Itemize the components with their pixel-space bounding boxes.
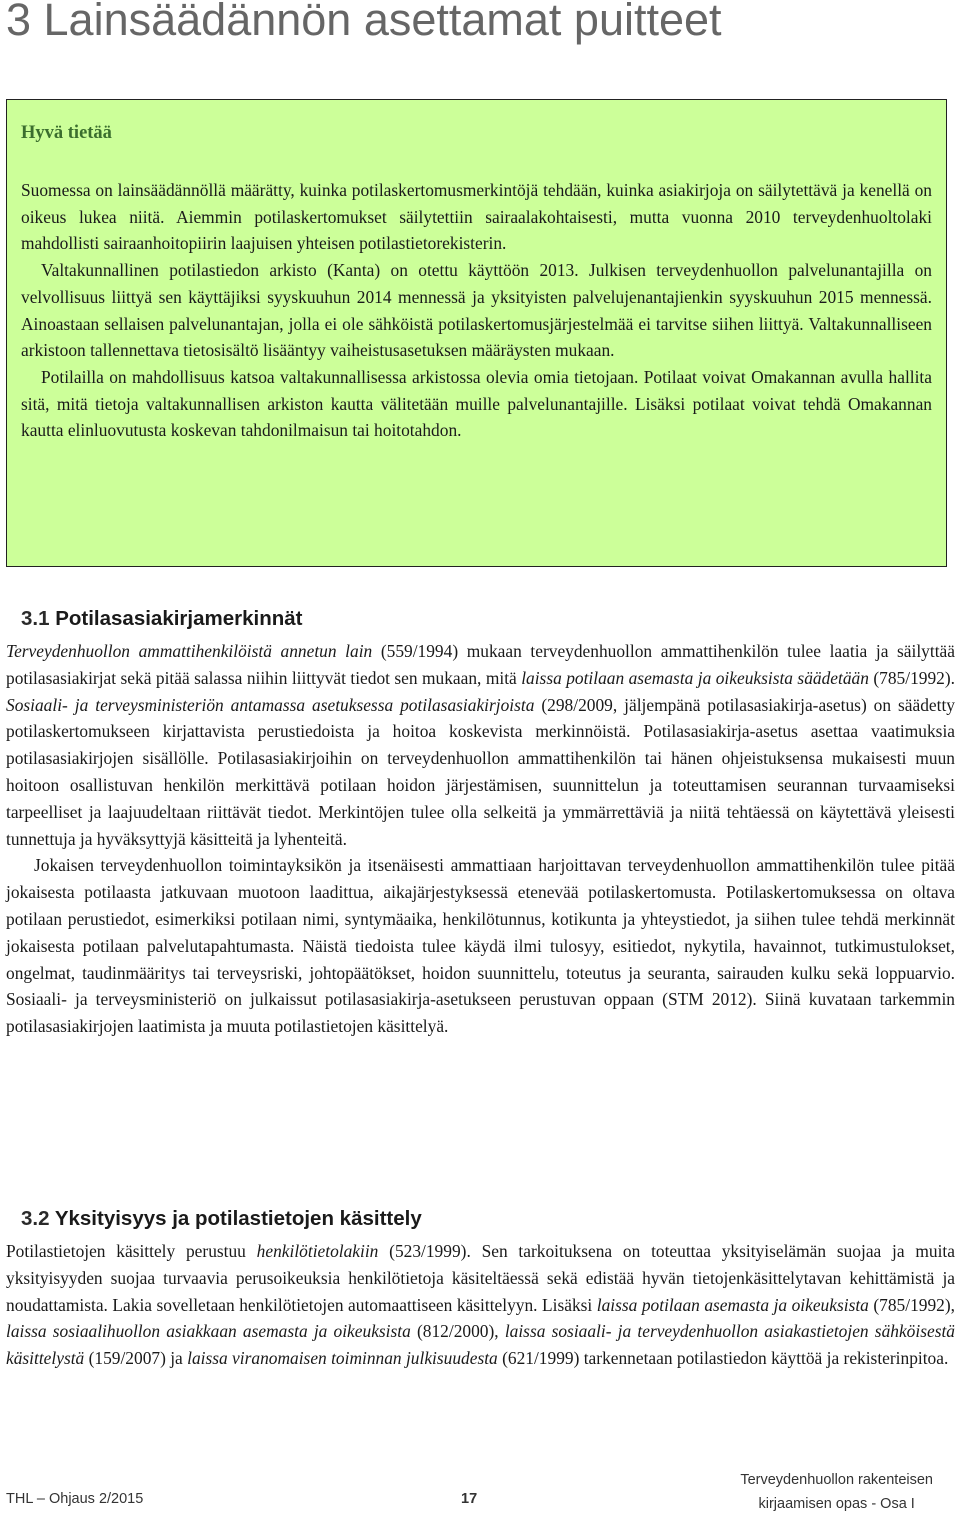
- body-paragraph: [6, 1238, 955, 1372]
- page-footer: [0, 1462, 960, 1511]
- info-box-paragraph: Suomessa on lainsäädännöllä määrätty, kuinka potilaskertomusmerkintöjä tehdään, kuinka asiakirjoja on säilytettävä ja kenellä on oikeus lukea niitä. Aiemmin potilaskertomukset säilytettiin sairaalakohtaisesti, mutta vuonna 2010 terveydenhuoltolaki mahdollisti sairaanhoitopiirin laajuisen yhteisen potilastietorekisterin.: [21, 180, 932, 254]
- info-box-paragraph: Valtakunnallinen potilastiedon arkisto (Kanta) on otettu käyttöön 2013. Julkisen terveydenhuollon palvelunantajilla on velvollisuus liittyä sen käyttäjiksi syyskuuhun 2014 mennessä ja yksityisten palvelujenantajienkin syyskuuhun 2015 mennessä. Ainoastaan sellaisen palvelunantajan, jolla ei ole sähköistä potilaskertomusjärjestelmää ei tarvitse siihen liittyä. Valtakunnalliseen arkistoon tallennettava tietosisältö lisääntyy vaiheistusasetuksen määräysten mukaan.: [21, 260, 932, 361]
- section-3-2: [6, 1207, 955, 1372]
- info-box-heading: Hyvä tietää: [21, 123, 112, 143]
- law-reference: Sosiaali- ja terveysministeriön antamassa asetuksessa potilasasiakirjoista: [6, 694, 535, 715]
- body-paragraph: Jokaisen terveydenhuollon toimintayksikön ja itsenäisesti ammattiaan harjoittavan terveydenhuollon ammattihenkilön tulee pitää jokaisesta potilaasta jatkuvaan muotoon laadittua, aikajärjestyksessä etenevää potilaskertomusta. Potilaskertomuksessa on oltava potilaan perustiedot, esimerkiksi potilaan nimi, syntymäaika, henkilötunnus, kotikunta ja yhteystiedot, ja siihen tulee tehdä merkinnät jokaisesta potilaan palvelutapahtumasta. Näistä tiedoista tulee käydä ilmi tulosyy, esitiedot, nykytila, havainnot, tutkimustulokset, ongelmat, taudinmääritys tai terveysriski, johtopäätökset, hoidon suunnittelu, toteutus ja seuranta, sairauden kulku sekä loppuarvio. Sosiaali- ja terveysministeriö on julkaissut potilasasiakirja-asetukseen perustuvan oppaan (STM 2012). Siinä kuvataan tarkemmin potilasasiakirjojen laatimista ja muuta potilastietojen käsittelyä.: [6, 855, 955, 1037]
- body-text: (785/1992).: [868, 667, 955, 688]
- law-reference: laissa potilaan asemasta ja oikeuksista: [596, 1294, 869, 1315]
- footer-guide-title: [740, 1468, 933, 1516]
- body-text: (159/2007) ja: [84, 1348, 188, 1369]
- section-number: 3.2: [21, 1207, 50, 1230]
- footer-guide-line: kirjaamisen opas - Osa I: [758, 1496, 915, 1512]
- section-heading: [21, 607, 955, 631]
- body-paragraph: [6, 638, 955, 852]
- info-box-paragraph: Potilailla on mahdollisuus katsoa valtakunnallisessa arkistossa olevia omia tietojaan. Potilaat voivat Omakannan avulla hallita sitä, mitä tietoja valtakunnallisen arkiston kautta välitetään muille palvelunantajille. Lisäksi potilaat voivat tehdä Omakannan kautta elinluovutusta koskevan tahdonilmaisun tai hoitotahdon.: [21, 366, 932, 441]
- footer-guide-line: Terveydenhuollon rakenteisen: [740, 1472, 933, 1488]
- law-reference: laissa viranomaisen toiminnan julkisuudesta: [187, 1348, 498, 1369]
- body-text: (812/2000),: [410, 1321, 505, 1342]
- law-reference: laissa potilaan asemasta ja oikeuksista säädetään: [521, 667, 869, 688]
- law-reference: Terveydenhuollon ammattihenkilöistä annetun lain: [6, 641, 373, 661]
- section-heading: [21, 1207, 955, 1231]
- law-reference: henkilötietolakiin: [256, 1241, 379, 1261]
- body-text: (785/1992),: [868, 1294, 956, 1315]
- body-text: (559/1994) mukaan terveydenhuollon ammattihenkilön tulee laatia ja säilyttää potilasasiakirjat sekä pitää salassa niihin liittyvät tiedot sen mukaan, mitä: [6, 641, 955, 688]
- chapter-title: 3 Lainsäädännön asettamat puitteet: [6, 0, 722, 45]
- body-text: (621/1999) tarkennetaan potilastiedon käyttöä ja rekisterinpitoa.: [497, 1348, 949, 1369]
- section-number: 3.1: [21, 607, 50, 630]
- body-text: (298/2009, jäljempänä potilasasiakirja-asetus) on säädetty potilaskertomukseen kirjattavista perustiedoista ja hoitoa koskevista merkinnöistä. Potilasasiakirja-asetus asettaa vaatimuksia potilasasiakirjojen sisällölle. Potilasasiakirjoihin on terveydenhuollon ammattihenkilön tai hänen ohjeistuksensa mukaisesti muun hoitoon osallistuvan henkilön merkittävä potilaan hoidon järjestämisen, suunnittelun ja toteuttamisen seurannan turvaamiseksi tarpeelliset ja laajuudeltaan riittävät tiedot. Merkintöjen tulee olla selkeitä ja ymmärrettäviä ja niitä tehtäessä on käytettävä yleisesti tunnettuja ja hyväksyttyjä käsitteitä ja lyhenteitä.: [6, 694, 955, 849]
- body-text: (523/1999). Sen tarkoituksena on toteuttaa yksityiselämän suojaa ja muita yksityisyyden suojaa turvaavia perusoikeuksia henkilötietoja käsiteltäessä sekä edistää hyvän tietojenkäsittelytavan kehittämistä ja noudattamista. Lakia sovelletaan henkilötietojen automaattiseen käsittelyyn. Lisäksi: [6, 1241, 955, 1315]
- law-reference: laissa sosiaali- ja terveydenhuollon asiakastietojen sähköisestä käsittelystä: [6, 1321, 955, 1369]
- law-reference: laissa sosiaalihuollon asiakkaan asemasta ja oikeuksista: [6, 1321, 411, 1342]
- footer-publisher: THL – Ohjaus 2/2015: [6, 1491, 144, 1507]
- section-title: Potilasasiakirjamerkinnät: [55, 607, 303, 630]
- section-3-1: [6, 607, 955, 1040]
- body-text: Potilastietojen käsittely perustuu: [6, 1241, 257, 1261]
- page-number: 17: [461, 1491, 478, 1507]
- section-title: Yksityisyys ja potilastietojen käsittely: [54, 1207, 422, 1230]
- info-box-good-to-know: [6, 99, 947, 567]
